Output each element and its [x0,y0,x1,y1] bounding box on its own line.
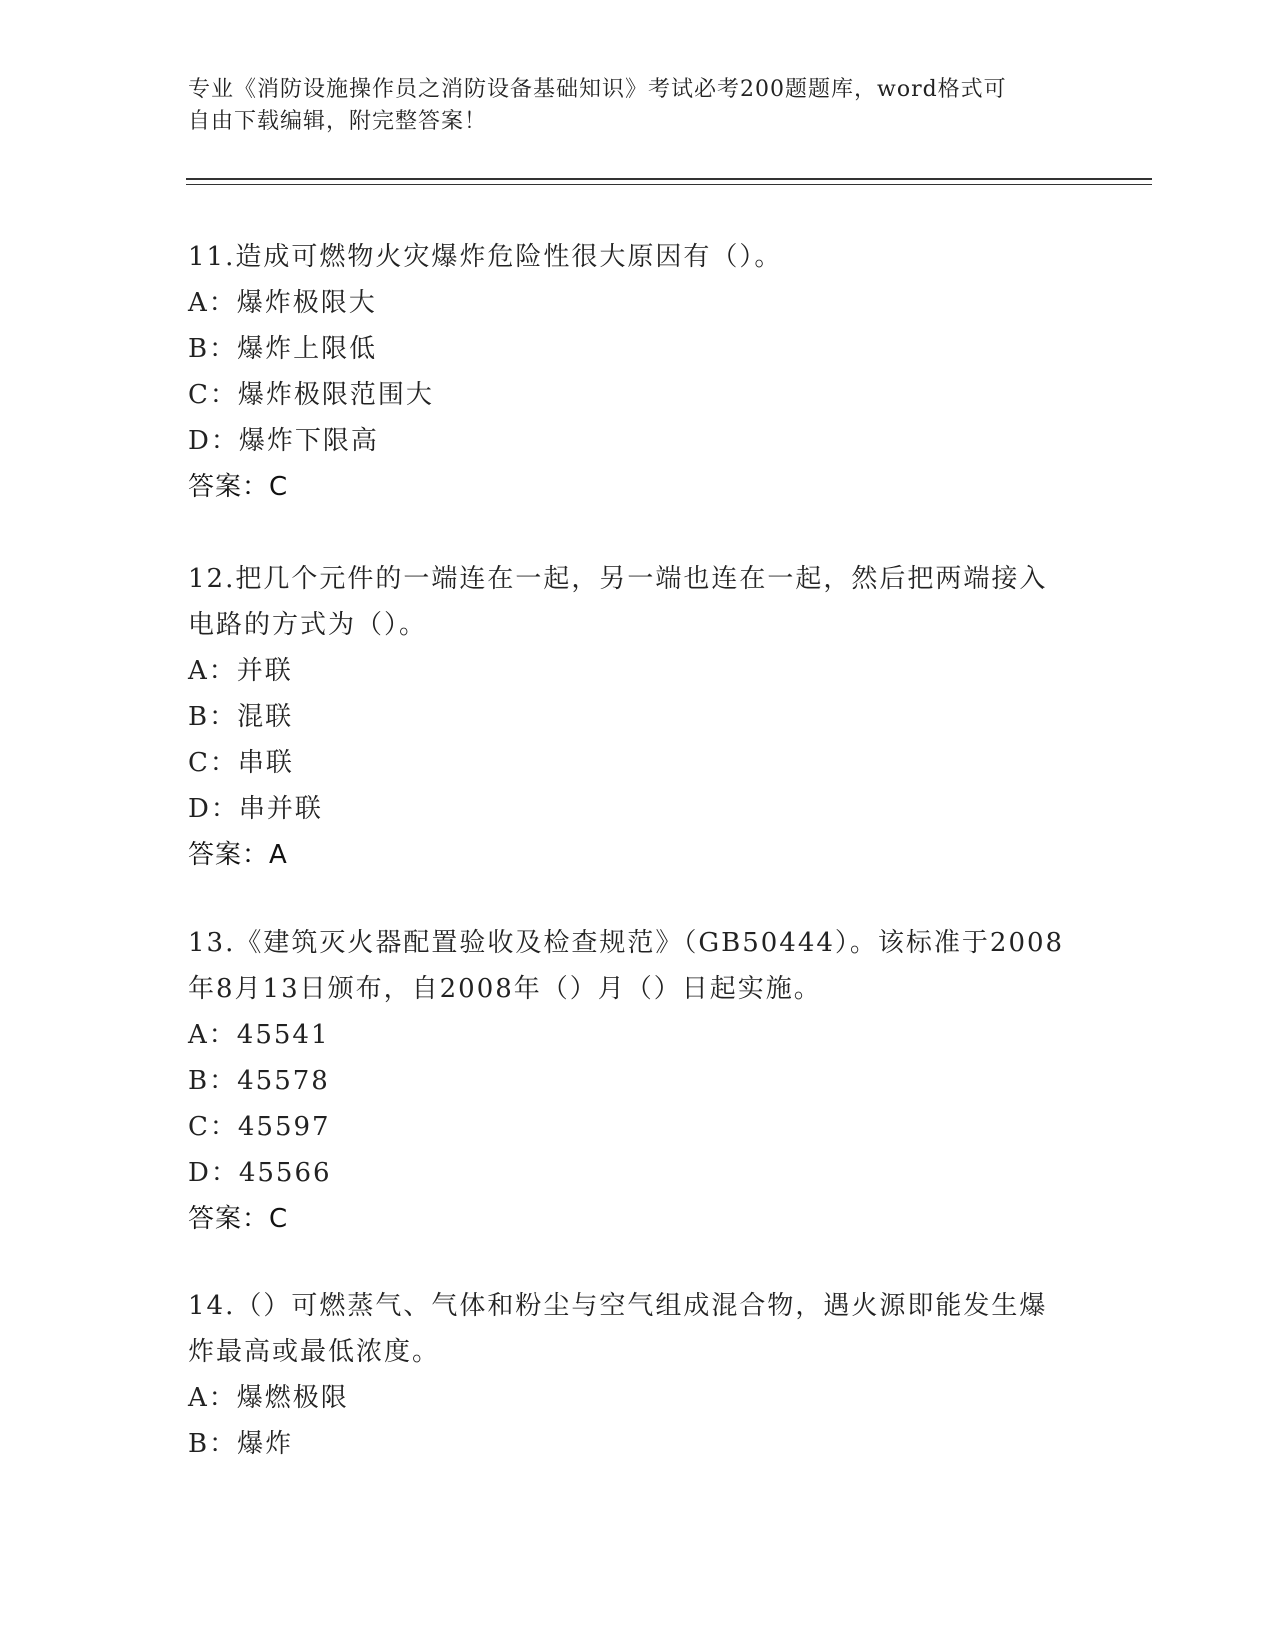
option-b: B：爆炸 [188,1429,294,1459]
option-a: A：爆燃极限 [188,1383,349,1413]
question-stem-line-1: 14.（）可燃蒸气、气体和粉尘与空气组成混合物，遇火源即能发生爆 [188,1291,1048,1321]
question-stem-line-2: 电路的方式为（）。 [188,610,428,640]
header-divider-thin [186,184,1152,185]
option-d: D：45566 [188,1158,332,1188]
question-stem-line-2: 年8月13日颁布，自2008年（）月（）日起实施。 [188,974,822,1004]
option-c: C：串联 [188,748,294,778]
question-14 [188,1283,1088,1467]
option-d: D：串并联 [188,794,323,824]
question-stem-line-1: 13.《建筑灭火器配置验收及检查规范》（GB50444）。该标准于2008 [188,928,1065,958]
option-a: A：并联 [188,656,293,686]
option-d: D：爆炸下限高 [188,426,379,456]
option-b: B：45578 [188,1066,330,1096]
question-stem-line-1: 12.把几个元件的一端连在一起，另一端也连在一起，然后把两端接入 [188,564,1048,594]
header-line-1: 专业《消防设施操作员之消防设备基础知识》考试必考200题题库，word格式可 [188,77,1007,102]
answer: 答案：C [188,1204,289,1234]
header-line-2: 自由下载编辑，附完整答案！ [188,109,488,134]
question-12 [188,556,1088,878]
option-a: A：爆炸极限大 [188,288,377,318]
question-stem-line-2: 炸最高或最低浓度。 [188,1337,441,1367]
header-divider-thick [186,178,1152,180]
document-header [188,74,1068,138]
option-a: A：45541 [188,1020,330,1050]
answer: 答案：C [188,472,289,502]
option-c: C：45597 [188,1112,331,1142]
question-13 [188,920,1088,1242]
answer: 答案：A [188,840,288,870]
option-b: B：爆炸上限低 [188,334,378,364]
option-c: C：爆炸极限范围大 [188,380,434,410]
question-stem: 11.造成可燃物火灾爆炸危险性很大原因有（）。 [188,242,783,272]
option-b: B：混联 [188,702,294,732]
question-11 [188,234,1088,510]
